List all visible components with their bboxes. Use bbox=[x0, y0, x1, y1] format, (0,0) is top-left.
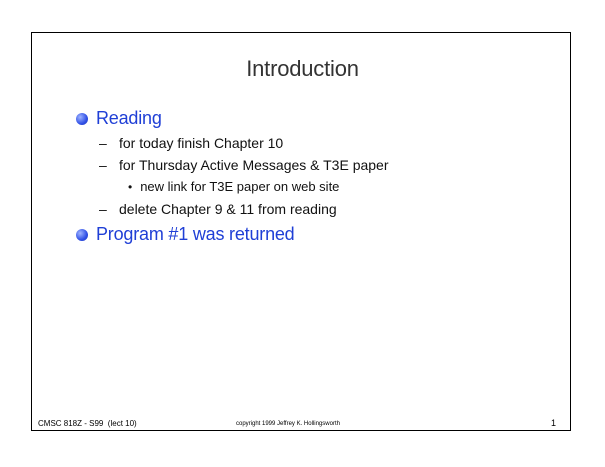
bullet-item-program bbox=[76, 224, 295, 245]
sub-item-label: for Thursday Active Messages & T3E paper bbox=[119, 157, 389, 173]
bullet-label: Reading bbox=[96, 108, 162, 128]
bullet-item-reading bbox=[76, 108, 162, 129]
dash-marker: – bbox=[99, 157, 107, 173]
slide-title: Introduction bbox=[246, 56, 359, 81]
sub-item bbox=[99, 157, 389, 173]
subsub-item bbox=[128, 179, 339, 194]
sub-item bbox=[99, 201, 337, 217]
footer-copyright: copyright 1999 Jeffrey K. Hollingsworth bbox=[236, 421, 340, 427]
dash-marker: – bbox=[99, 201, 107, 217]
sub-item-label: for today finish Chapter 10 bbox=[119, 135, 284, 151]
bullet-label: Program #1 was returned bbox=[96, 224, 295, 244]
dash-marker: – bbox=[99, 135, 107, 151]
page-number: 1 bbox=[551, 418, 557, 428]
footer-course-label: CMSC 818Z - S99 (lect 10) bbox=[38, 419, 137, 428]
bullet-dot-icon bbox=[76, 113, 88, 125]
dot-marker: • bbox=[128, 179, 133, 194]
subsub-item-label: new link for T3E paper on web site bbox=[140, 179, 340, 194]
bullet-dot-icon bbox=[76, 229, 88, 241]
sub-item bbox=[99, 135, 283, 151]
sub-item-label: delete Chapter 9 & 11 from reading bbox=[119, 201, 337, 217]
